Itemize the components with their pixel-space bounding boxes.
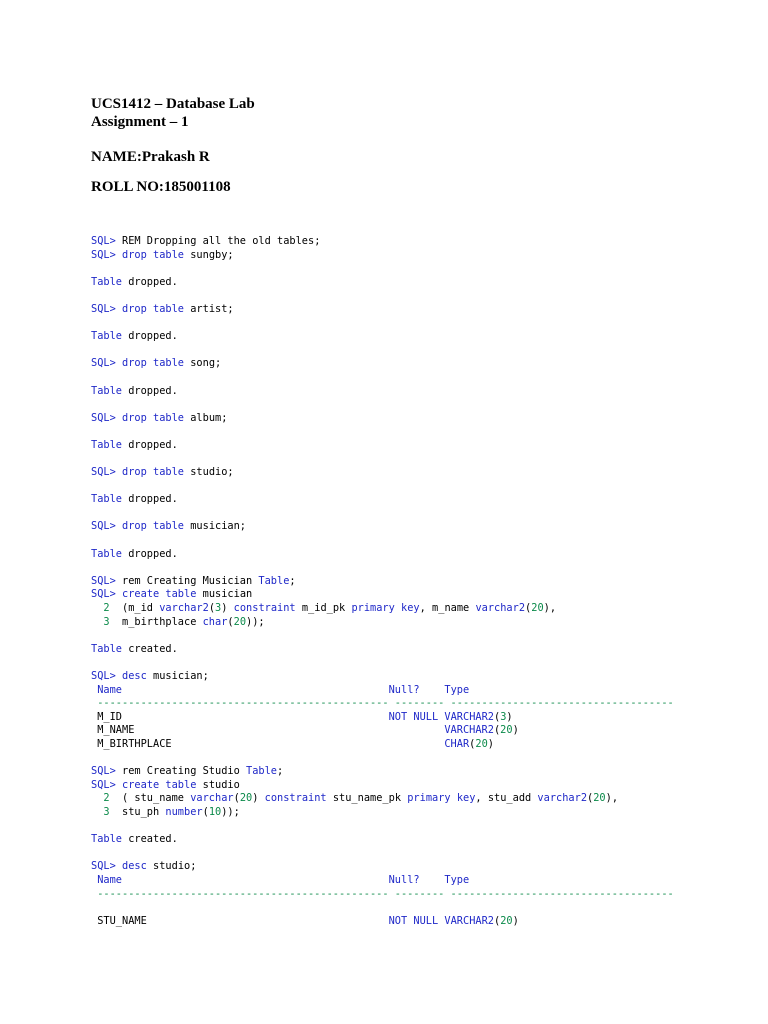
- sql-keyword: SQL>: [91, 466, 116, 479]
- sql-keyword: drop table: [122, 520, 185, 533]
- code-text: M_BIRTHPLACE: [91, 737, 445, 750]
- code-text: musician: [196, 588, 253, 601]
- code-text: ),: [543, 602, 557, 615]
- code-text: sungby;: [184, 248, 234, 261]
- sql-keyword: char: [202, 615, 228, 628]
- code-text: [122, 874, 389, 886]
- blank-line: [91, 425, 761, 439]
- code-line: [91, 588, 761, 602]
- code-text: [122, 684, 389, 696]
- sql-number: 20: [593, 792, 606, 805]
- sql-keyword: Table: [91, 438, 122, 451]
- sql-keyword: Table: [258, 574, 290, 587]
- sql-keyword: SQL>: [91, 248, 116, 261]
- code-line: [91, 806, 761, 820]
- code-text: dropped.: [122, 438, 178, 451]
- sql-keyword: VARCHAR2: [444, 914, 494, 927]
- code-line: [91, 602, 761, 616]
- code-line: [91, 833, 761, 847]
- code-line: [91, 711, 761, 725]
- code-text: [91, 806, 103, 818]
- sql-keyword: Table: [91, 642, 122, 655]
- code-text: ): [512, 914, 519, 927]
- column-separator: ----------------------------------------------- -------- ------------------------------------: [91, 697, 674, 710]
- sql-keyword: Name: [97, 873, 123, 886]
- sql-keyword: create table: [122, 778, 197, 791]
- code-text: artist;: [184, 302, 234, 315]
- blank-line: [91, 398, 761, 412]
- code-text: (: [233, 792, 240, 805]
- code-text: ;: [277, 765, 284, 778]
- code-line: [91, 548, 761, 562]
- code-text: STU_NAME: [91, 914, 389, 927]
- code-text: REM Dropping all the old tables;: [115, 235, 321, 247]
- sql-keyword: varchar: [190, 792, 234, 805]
- course-title: UCS1412 – Database Lab: [91, 96, 255, 112]
- code-text: (: [202, 805, 209, 818]
- sql-keyword: Table: [246, 765, 277, 778]
- blank-line: [91, 534, 761, 548]
- sql-keyword: NOT NULL: [388, 914, 439, 927]
- code-line: [91, 616, 761, 630]
- code-text: song;: [184, 357, 222, 370]
- sql-keyword: drop table: [122, 357, 185, 370]
- code-line: [91, 643, 761, 657]
- sql-keyword: Table: [91, 275, 122, 288]
- sql-keyword: Null?: [388, 873, 420, 886]
- blank-line: [91, 561, 761, 575]
- student-name: NAME:Prakash R: [91, 149, 210, 165]
- sql-keyword: VARCHAR2: [444, 724, 494, 737]
- roll-number: ROLL NO:185001108: [91, 179, 231, 195]
- code-text: studio;: [146, 860, 197, 873]
- sql-number: 2: [103, 602, 110, 615]
- code-text: ): [221, 602, 234, 615]
- code-text: (: [587, 792, 594, 805]
- code-text: studio: [196, 778, 240, 791]
- sql-keyword: SQL>: [91, 357, 116, 370]
- code-line: [91, 412, 761, 426]
- code-text: ),: [605, 792, 619, 805]
- blank-line: [91, 847, 761, 861]
- sql-number: 3: [103, 805, 110, 818]
- sql-number: 3: [500, 710, 507, 723]
- code-text: ): [252, 792, 265, 805]
- code-line: [91, 575, 761, 589]
- code-text: created.: [122, 833, 178, 846]
- code-line: [91, 276, 761, 290]
- assignment-title: Assignment – 1: [91, 114, 189, 130]
- code-text: [91, 616, 103, 628]
- sql-keyword: constraint: [264, 792, 327, 805]
- code-text: studio;: [184, 466, 234, 479]
- code-text: rem Creating Studio: [115, 765, 246, 778]
- code-text: musician;: [146, 670, 209, 682]
- code-text: M_ID: [91, 710, 389, 723]
- sql-keyword: drop table: [122, 411, 185, 424]
- blank-line: [91, 262, 761, 276]
- code-line: [91, 439, 761, 453]
- code-text: m_birthplace: [109, 615, 203, 628]
- blank-line: [91, 820, 761, 834]
- code-text: (m_id: [109, 602, 160, 615]
- code-text: dropped.: [122, 493, 178, 506]
- code-text: (: [227, 615, 234, 628]
- code-text: stu_name_pk: [326, 792, 408, 805]
- sql-keyword: CHAR: [444, 737, 470, 750]
- code-text: ): [512, 724, 519, 737]
- code-text: , m_name: [419, 602, 476, 615]
- code-text: (: [494, 914, 501, 927]
- sql-number: 20: [233, 615, 247, 628]
- sql-keyword: SQL>: [91, 778, 116, 791]
- sql-keyword: SQL>: [91, 574, 116, 587]
- code-text: (: [469, 737, 476, 750]
- code-line: [91, 520, 761, 534]
- code-text: [91, 602, 103, 614]
- sql-keyword: Table: [91, 384, 122, 397]
- code-text: M_NAME: [91, 724, 445, 737]
- code-line: [91, 915, 761, 929]
- sql-keyword: Table: [91, 493, 122, 506]
- blank-line: [91, 289, 761, 303]
- sql-keyword: SQL>: [91, 765, 116, 778]
- sql-keyword: constraint: [233, 602, 296, 615]
- sql-keyword: SQL>: [91, 670, 116, 682]
- blank-line: [91, 453, 761, 467]
- code-line: [91, 792, 761, 806]
- sql-keyword: SQL>: [91, 302, 116, 315]
- sql-keyword: Type: [444, 873, 470, 886]
- sql-keyword: number: [165, 805, 203, 818]
- sql-keyword: SQL>: [91, 411, 116, 424]
- sql-number: 3: [103, 615, 110, 628]
- blank-line: [91, 371, 761, 385]
- code-text: dropped.: [122, 330, 178, 343]
- code-text: (: [494, 710, 501, 723]
- code-text: dropped.: [122, 275, 178, 288]
- code-text: [420, 684, 445, 696]
- code-line: [91, 779, 761, 793]
- sql-keyword: SQL>: [91, 588, 116, 601]
- sql-keyword: desc: [122, 860, 147, 873]
- sql-keyword: Table: [91, 833, 122, 846]
- sql-number: 3: [215, 602, 222, 615]
- code-text: ;: [289, 574, 296, 587]
- sql-keyword: Table: [91, 547, 122, 560]
- code-line: [91, 670, 761, 684]
- code-text: (: [525, 602, 532, 615]
- sql-number: 20: [239, 792, 253, 805]
- blank-line: [91, 752, 761, 766]
- code-line: [91, 724, 761, 738]
- sql-keyword: SQL>: [91, 860, 116, 873]
- code-line: [91, 738, 761, 752]
- code-text: dropped.: [122, 384, 178, 397]
- sql-keyword: Type: [444, 683, 470, 696]
- sql-keyword: primary key: [407, 792, 476, 805]
- code-line: [91, 697, 761, 711]
- sql-number: 20: [475, 737, 488, 750]
- sql-keyword: varchar2: [475, 602, 526, 615]
- code-line: [91, 684, 761, 698]
- sql-keyword: drop table: [122, 248, 185, 261]
- code-line: [91, 385, 761, 399]
- sql-number: 20: [531, 602, 544, 615]
- code-line: [91, 874, 761, 888]
- sql-keyword: Table: [91, 330, 122, 343]
- sql-keyword: Name: [97, 683, 123, 696]
- sql-number: 2: [103, 792, 110, 805]
- blank-line: [91, 480, 761, 494]
- code-line: [91, 249, 761, 263]
- code-text: album;: [184, 411, 228, 424]
- blank-line: [91, 656, 761, 670]
- sql-keyword: Null?: [388, 683, 420, 696]
- sql-keyword: create table: [122, 588, 197, 601]
- blank-line: [91, 317, 761, 331]
- sql-keyword: VARCHAR2: [444, 710, 494, 723]
- sql-keyword: varchar2: [537, 792, 588, 805]
- code-line: [91, 493, 761, 507]
- sql-keyword: primary key: [351, 602, 420, 615]
- sql-keyword: varchar2: [159, 602, 209, 615]
- sql-number: 20: [500, 914, 513, 927]
- blank-line: [91, 507, 761, 521]
- sql-keyword: SQL>: [91, 520, 116, 533]
- code-text: [91, 792, 103, 804]
- blank-line: [91, 901, 761, 915]
- sql-keyword: drop table: [122, 302, 185, 315]
- sql-keyword: drop table: [122, 466, 185, 479]
- code-text: ));: [221, 805, 240, 818]
- code-text: m_id_pk: [295, 602, 352, 615]
- code-text: , stu_add: [475, 792, 538, 805]
- code-line: [91, 765, 761, 779]
- sql-number: 20: [500, 724, 513, 737]
- code-text: rem Creating Musician: [115, 574, 259, 587]
- sql-keyword: SQL>: [91, 235, 116, 247]
- code-line: [91, 330, 761, 344]
- sql-keyword: desc: [122, 670, 147, 682]
- code-text: (: [493, 724, 501, 737]
- sql-number: 10: [208, 805, 222, 818]
- code-text: (: [208, 602, 216, 615]
- code-line: [91, 466, 761, 480]
- code-line: [91, 303, 761, 317]
- blank-line: [91, 344, 761, 358]
- sql-session-log: [91, 235, 761, 928]
- code-text: dropped.: [122, 547, 178, 560]
- code-text: ): [506, 710, 513, 723]
- code-text: created.: [122, 642, 178, 655]
- code-text: ): [487, 737, 494, 750]
- code-line: [91, 888, 761, 902]
- code-text: ( stu_name: [109, 792, 191, 805]
- code-text: ));: [246, 615, 265, 628]
- code-text: musician;: [184, 520, 247, 533]
- code-text: [420, 874, 445, 886]
- sql-keyword: NOT NULL: [388, 710, 439, 723]
- column-separator: ----------------------------------------------- -------- ------------------------------------: [91, 887, 674, 900]
- code-line: [91, 860, 761, 874]
- code-line: [91, 235, 761, 249]
- code-line: [91, 357, 761, 371]
- code-text: stu_ph: [109, 805, 166, 818]
- blank-line: [91, 629, 761, 643]
